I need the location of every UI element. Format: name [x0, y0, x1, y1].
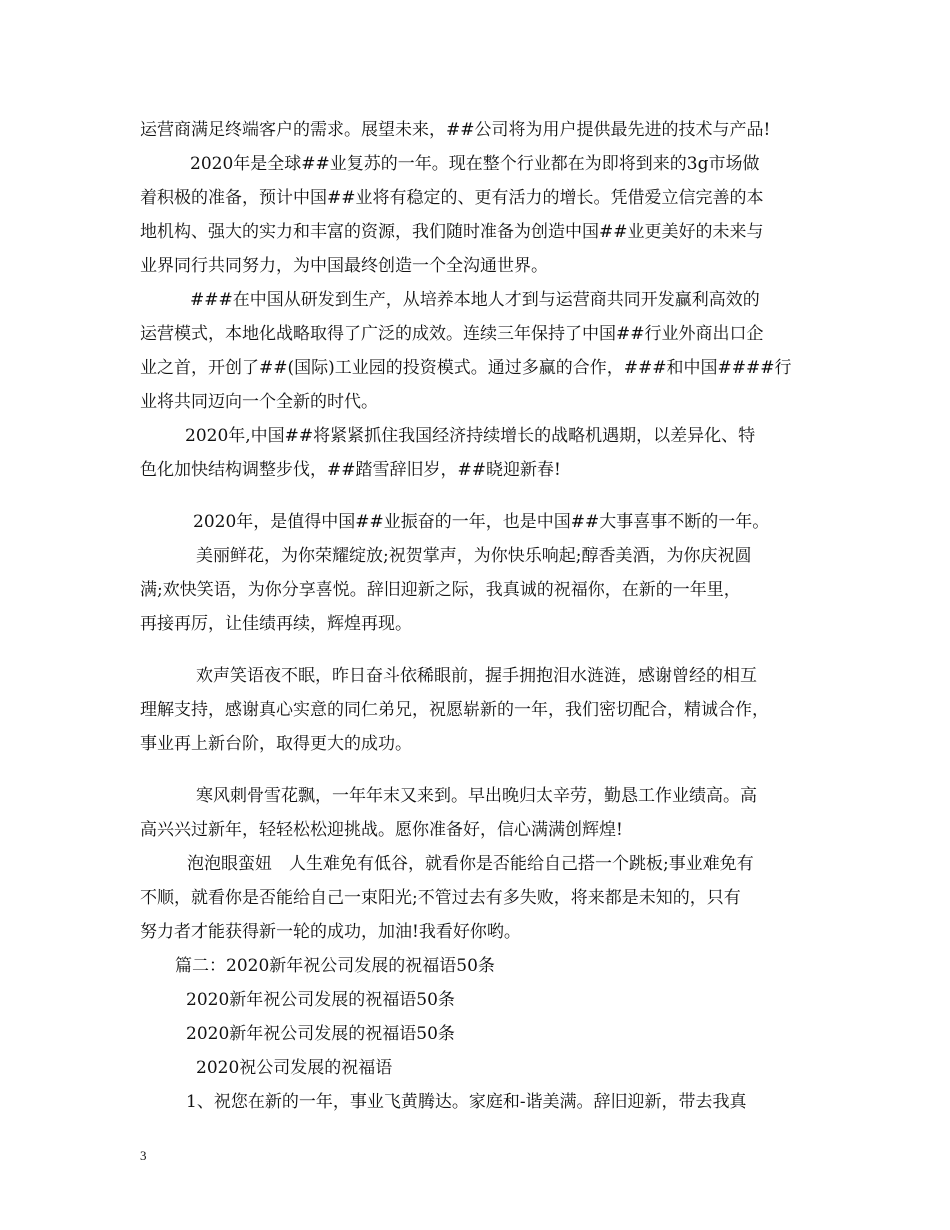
text-line-22: 不顺，就看你是否能给自己一束阳光;不管过去有多失败，将来都是未知的，只有: [140, 888, 741, 908]
text-line-9: 业将共同迈向一个全新的时代。: [140, 392, 378, 412]
text-line-3: 着积极的准备，预计中国##业将有稳定的、更有活力的增长。凭借爱立信完善的本: [140, 188, 764, 208]
text-line-27: 2020祝公司发展的祝福语: [196, 1058, 393, 1078]
text-line-2: 2020年是全球##业复苏的一年。现在整个行业都在为即将到来的3g市场做: [190, 154, 760, 174]
text-line-6: ###在中国从研发到生产，从培养本地人才到与运营商共同开发赢利高效的: [190, 290, 760, 310]
text-line-26: 2020新年祝公司发展的祝福语50条: [186, 1024, 455, 1044]
text-line-17: 理解支持，感谢真心实意的同仁弟兄，祝愿崭新的一年，我们密切配合，精诚合作，: [140, 700, 769, 720]
text-line-13: 美丽鲜花，为你荣耀绽放;祝贺掌声，为你快乐响起;醇香美酒，为你庆祝圆: [196, 546, 752, 566]
text-line-5: 业界同行共同努力，为中国最终创造一个全沟通世界。: [140, 256, 548, 276]
text-line-10: 2020年,中国##将紧紧抓住我国经济持续增长的战略机遇期，以差异化、特: [185, 426, 756, 446]
text-line-12: 2020年，是值得中国##业振奋的一年，也是中国##大事喜事不断的一年。: [193, 512, 770, 532]
text-line-18: 事业再上新台阶，取得更大的成功。: [140, 734, 412, 754]
text-line-11: 色化加快结构调整步伐，##踏雪辞旧岁，##晓迎新春!: [140, 460, 561, 480]
text-line-25: 2020新年祝公司发展的祝福语50条: [186, 990, 455, 1010]
text-line-28: 1、祝您在新的一年，事业飞黄腾达。家庭和-谐美满。辞旧迎新，带去我真: [186, 1092, 747, 1112]
text-line-15: 再接再厉，让佳绩再续，辉煌再现。: [140, 614, 412, 634]
text-line-8: 业之首，开创了##(国际)工业园的投资模式。通过多赢的合作，###和中国####行: [140, 358, 792, 378]
text-line-20: 高兴兴过新年，轻轻松松迎挑战。愿你准备好，信心满满创辉煌!: [140, 820, 623, 840]
text-line-14: 满;欢快笑语，为你分享喜悦。辞旧迎新之际，我真诚的祝福你，在新的一年里，: [140, 580, 741, 600]
page-number: 3: [140, 1148, 147, 1163]
text-line-7: 运营模式，本地化战略取得了广泛的成效。连续三年保持了中国##行业外商出口企: [140, 324, 764, 344]
text-line-4: 地机构、强大的实力和丰富的资源，我们随时准备为创造中国##业更美好的未来与: [140, 222, 764, 242]
text-line-21: 泡泡眼蛮妞 人生难免有低谷，就看你是否能给自己搭一个跳板;事业难免有: [187, 854, 754, 874]
text-line-24: 篇二：2020新年祝公司发展的祝福语50条: [175, 956, 495, 976]
text-line-1: 运营商满足终端客户的需求。展望未来，##公司将为用户提供最先进的技术与产品!: [140, 120, 771, 140]
text-line-19: 寒风刺骨雪花飘，一年年末又来到。早出晚归太辛劳，勤恳工作业绩高。高: [196, 786, 757, 806]
text-line-23: 努力者才能获得新一轮的成功，加油!我看好你哟。: [140, 922, 521, 942]
text-line-16: 欢声笑语夜不眠，昨日奋斗依稀眼前，握手拥抱泪水涟涟，感谢曾经的相互: [196, 666, 757, 686]
